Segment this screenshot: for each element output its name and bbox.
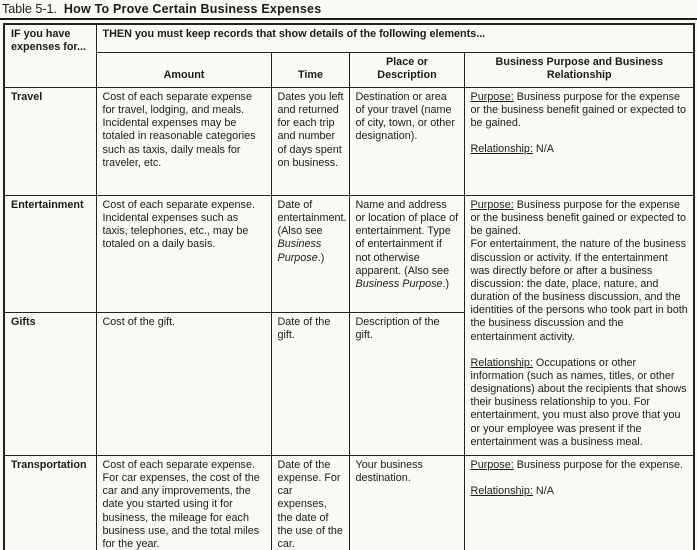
title-rule: [0, 18, 697, 20]
row-label-transportation: Transportation: [4, 455, 96, 550]
business-expenses-table: [3, 23, 695, 550]
header-if-expenses: IF you have expenses for...: [4, 24, 96, 87]
transportation-place-cell: Your business destination.: [349, 455, 464, 550]
gifts-place-cell: Description of the gift.: [349, 312, 464, 455]
travel-time-cell: Dates you left and returned for each trip and number of days spent on business.: [271, 87, 349, 195]
header-row-columns: [4, 52, 694, 87]
column-header-amount: Amount: [96, 52, 271, 87]
column-header-business-purpose: Business Purpose and Business Relationship: [464, 52, 694, 87]
entertainment-amount-cell: Cost of each separate expense. Incidental expenses such as taxis, telephones, etc., may be totaled on a daily basis.: [96, 195, 271, 312]
entertainment-gifts-purpose-cell: Purpose: Business purpose for the expense or the business benefit gained or expected to be gained. For entertainment, the nature of the business discussion or activity. If the entertainment was directly before or after a business discussion: the date, place, nature, and duration of the business discussion, and the identities of the persons who took part in both the business discussion and the entertainment activity. Relationship: Occupations or other information (such as names, titles, or other designations) about the recipients that shows their business relationship to you. For entertainment, you must also prove that you or your employee was present if the entertainment was a business meal.: [464, 195, 694, 455]
table-row-travel: [4, 87, 694, 195]
row-label-gifts: Gifts: [4, 312, 96, 455]
transportation-amount-cell: Cost of each separate expense. For car expenses, the cost of the car and any improvements, the date you started using it for business, the mileage for each business use, and the total miles for the year.: [96, 455, 271, 550]
travel-amount-cell: Cost of each separate expense for travel, lodging, and meals. Incidental expenses may be totaled in reasonable categories such as taxis, daily meals for traveler, etc.: [96, 87, 271, 195]
table-title: [0, 0, 697, 17]
row-label-entertainment: Entertainment: [4, 195, 96, 312]
gifts-amount-cell: Cost of the gift.: [96, 312, 271, 455]
entertainment-time-cell: Date of entertainment. (Also see Business Purpose.): [271, 195, 349, 312]
transportation-purpose-cell: Purpose: Business purpose for the expense. Relationship: N/A: [464, 455, 694, 550]
table-row-transportation: [4, 455, 694, 550]
entertainment-place-cell: Name and address or location of place of entertainment. Type of entertainment if not otherwise apparent. (Also see Business Purpose.): [349, 195, 464, 312]
travel-purpose-cell: Purpose: Business purpose for the expense or the business benefit gained or expected to be gained. Relationship: N/A: [464, 87, 694, 195]
travel-place-cell: Destination or area of your travel (name of city, town, or other designation).: [349, 87, 464, 195]
header-row-top: [4, 24, 694, 52]
row-label-travel: Travel: [4, 87, 96, 195]
table-title-number: Table 5-1.: [2, 2, 57, 16]
header-then-records: THEN you must keep records that show details of the following elements...: [96, 24, 694, 52]
table-row-entertainment: [4, 195, 694, 312]
column-header-time: Time: [271, 52, 349, 87]
table-title-text: How To Prove Certain Business Expenses: [63, 2, 322, 16]
column-header-place-description: Place or Description: [349, 52, 464, 87]
gifts-time-cell: Date of the gift.: [271, 312, 349, 455]
transportation-time-cell: Date of the expense. For car expenses, the date of the use of the car.: [271, 455, 349, 550]
